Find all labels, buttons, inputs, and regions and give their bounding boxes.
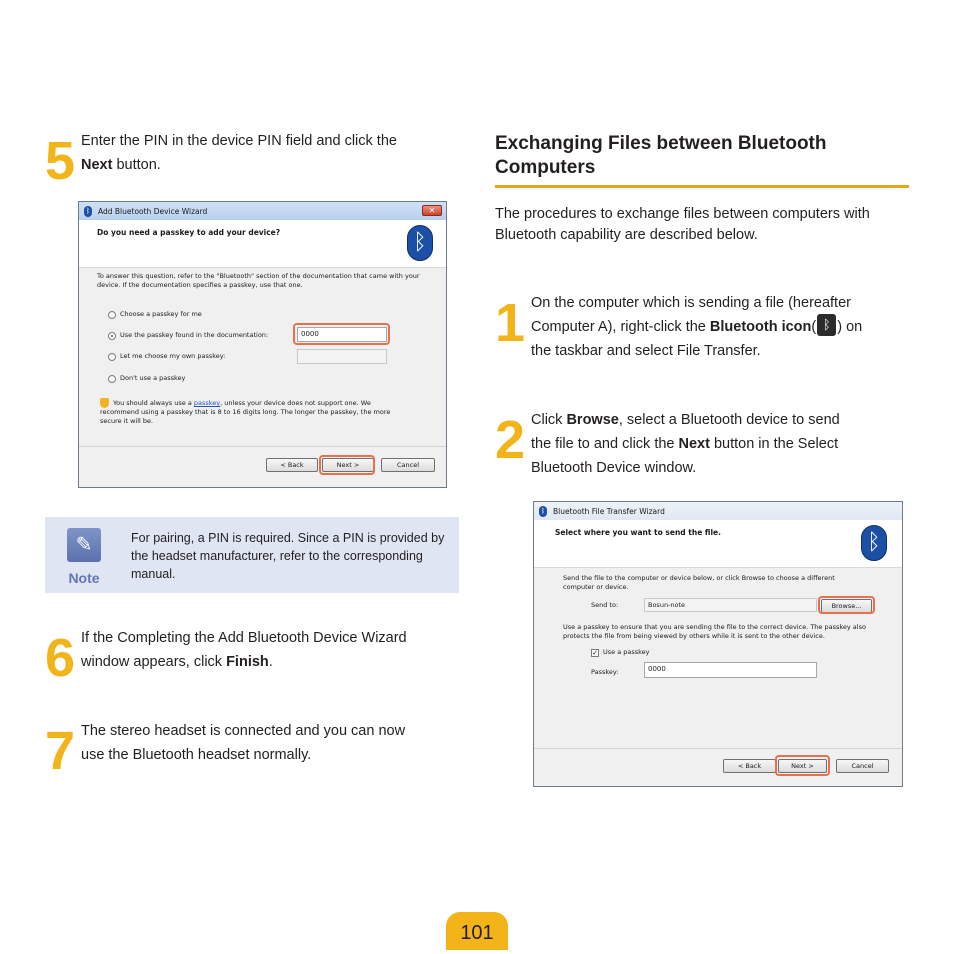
section-rule <box>495 185 909 188</box>
radio-label: Let me choose my own passkey: <box>120 352 226 360</box>
browse-button[interactable]: Browse... <box>821 599 872 613</box>
dialog2-title: Bluetooth File Transfer Wizard <box>553 506 665 516</box>
step-6-line2-post: . <box>268 654 273 670</box>
bluetooth-logo-icon: ᛒ <box>861 525 887 561</box>
dialog1-titlebar <box>79 202 446 220</box>
pencil-note-icon: ✎ <box>67 528 101 562</box>
next-button[interactable]: Next > <box>322 458 374 472</box>
warning-post: , unless your device does not support one. We recommend using a passkey that is 8 to 16 digits long. The longer the passkey, the more secure it will be. <box>100 399 391 425</box>
dialog1-separator <box>79 446 446 447</box>
step-7-line2: use the Bluetooth headset normally. <box>81 747 312 763</box>
step-6-text <box>81 626 451 674</box>
radio-label: Use the passkey found in the documentation: <box>120 331 269 339</box>
bluetooth-logo-icon: ᛒ <box>407 225 433 261</box>
radio-dot <box>108 375 116 383</box>
cancel-button-2[interactable]: Cancel <box>836 759 889 773</box>
step-2-text <box>531 408 911 480</box>
step-2-line1-post: , select a Bluetooth device to send <box>618 412 840 428</box>
step-6-line2 <box>81 650 451 674</box>
step-2-bold2: Next <box>678 436 710 452</box>
step-1-line2-pre: Computer A), right-click the <box>531 319 710 335</box>
dialog2-body <box>534 568 902 786</box>
step-number-7: 7 <box>45 721 76 781</box>
step-number-2: 2 <box>495 410 526 470</box>
radio-dot <box>108 353 116 361</box>
step-number-1: 1 <box>495 293 526 353</box>
dialog1-close-button[interactable]: ✕ <box>422 205 442 216</box>
radio-choose-passkey[interactable] <box>108 310 202 319</box>
send-to-field[interactable]: Bosun-note <box>644 598 817 612</box>
dialog1-header <box>79 220 446 268</box>
radio-dot-selected <box>108 332 116 340</box>
section-title <box>495 132 909 180</box>
dialog2-desc2: Use a passkey to ensure that you are sending the file to the correct device. The passkey also protects the file from being viewed by others while it is sent to the other device. <box>563 623 866 640</box>
use-passkey-label: Use a passkey <box>603 648 650 656</box>
step-1-text <box>531 291 911 363</box>
radio-no-passkey[interactable] <box>108 374 185 383</box>
dialog1-body <box>79 268 446 486</box>
section-intro: The procedures to exchange files between computers with Bluetooth capability are described below. <box>495 206 870 243</box>
step-2-line2 <box>531 432 911 456</box>
radio-use-doc-passkey[interactable] <box>108 331 268 340</box>
dialog1-heading: Do you need a passkey to add your device? <box>97 228 281 237</box>
checkbox-checked: ✓ <box>592 648 598 657</box>
page-number: 101 <box>446 912 508 950</box>
note-text: For pairing, a PIN is required. Since a PIN is provided by the headset manufacturer, refer to the corresponding manual. <box>131 531 445 581</box>
dialog2-header <box>534 520 902 568</box>
radio-own-passkey[interactable] <box>108 352 225 361</box>
dialog2-desc1: Send the file to the computer or device below, or click Browse to choose a different computer or device. <box>563 574 835 591</box>
step-6-line1: If the Completing the Add Bluetooth Device Wizard <box>81 630 407 646</box>
back-button[interactable]: < Back <box>266 458 318 472</box>
bluetooth-file-transfer-wizard-dialog <box>533 501 903 787</box>
passkey-warning <box>100 398 402 426</box>
next-button-highlight <box>319 455 375 475</box>
dialog2-heading: Select where you want to send the file. <box>555 528 721 537</box>
section-title-line2: Computers <box>495 157 596 178</box>
step-1-line1: On the computer which is sending a file (hereafter <box>531 295 851 311</box>
dialog2-separator <box>534 748 902 749</box>
note-label: Note <box>68 570 100 586</box>
step-7-text <box>81 719 451 767</box>
step-number-5: 5 <box>45 131 76 191</box>
step-2-line2-post: button in the Select <box>709 436 839 452</box>
radio-label: Choose a passkey for me <box>120 310 202 318</box>
step-1-line2-post: ) on <box>837 319 863 335</box>
cancel-button[interactable]: Cancel <box>381 458 435 472</box>
back-button-2[interactable]: < Back <box>723 759 776 773</box>
section-title-line1: Exchanging Files between Bluetooth <box>495 133 827 154</box>
next-button-2[interactable]: Next > <box>778 759 827 773</box>
bluetooth-small-icon: ᛒ <box>540 506 546 515</box>
step-7-line1: The stereo headset is connected and you can now <box>81 723 406 739</box>
step-2-line1 <box>531 408 911 432</box>
step-1-bold: Bluetooth icon <box>709 319 812 335</box>
shield-warning-icon <box>100 398 109 408</box>
next-button-2-highlight <box>775 755 830 776</box>
passkey-input[interactable]: 0000 <box>297 327 387 342</box>
step-5-line2 <box>81 153 451 177</box>
step-6-bold: Finish <box>226 654 269 670</box>
passkey-highlight <box>293 323 390 345</box>
step-1-paren-open: ( <box>811 319 817 335</box>
use-passkey-checkbox[interactable] <box>591 648 650 657</box>
browse-button-highlight <box>818 596 875 614</box>
step-6-line2-pre: window appears, click <box>81 654 227 670</box>
add-bluetooth-device-wizard-dialog <box>78 201 447 488</box>
step-1-line3: the taskbar and select File Transfer. <box>531 343 761 359</box>
step-2-line3: Bluetooth Device window. <box>531 460 697 476</box>
radio-label: Don't use a passkey <box>120 374 186 382</box>
step-2-line2-pre: the file to and click the <box>531 436 679 452</box>
passkey-link[interactable]: passkey <box>193 399 221 407</box>
bluetooth-taskbar-icon: ᛒ <box>817 314 836 336</box>
dialog2-titlebar <box>534 502 902 520</box>
send-to-label: Send to: <box>591 601 619 609</box>
step-2-line1-pre: Click <box>531 412 567 428</box>
step-2-bold1: Browse <box>566 412 619 428</box>
bluetooth-small-icon: ᛒ <box>85 206 91 215</box>
step-number-6: 6 <box>45 628 76 688</box>
warning-pre: You should always use a <box>113 399 194 407</box>
step-5-line1: Enter the PIN in the device PIN field and click the <box>81 133 397 149</box>
step-5-bold: Next <box>81 157 113 173</box>
own-passkey-input[interactable] <box>297 349 387 364</box>
passkey-label: Passkey: <box>591 668 619 676</box>
dialog1-intro: To answer this question, refer to the "Bluetooth" section of the documentation that came with your device. If the documentation specifies a passkey, use that one. <box>97 272 420 289</box>
passkey-input-2[interactable]: 0000 <box>644 662 817 678</box>
step-1-line2 <box>531 315 911 339</box>
radio-dot <box>108 311 116 319</box>
step-5-line2-after: button. <box>112 157 161 173</box>
dialog1-title: Add Bluetooth Device Wizard <box>98 206 208 216</box>
step-5-text <box>81 129 451 177</box>
